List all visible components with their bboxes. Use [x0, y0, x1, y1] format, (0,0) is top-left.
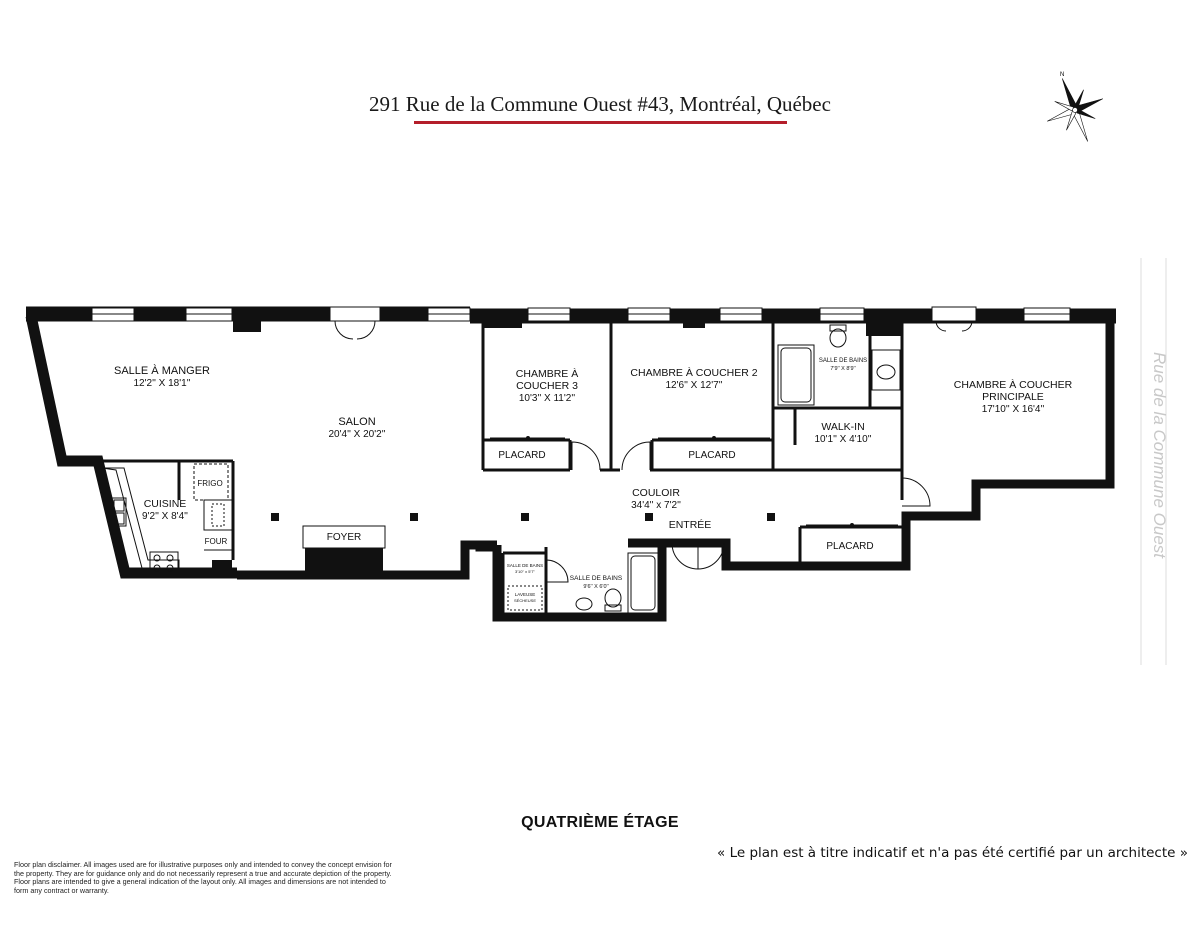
room-name-salle-de-bains-2: SALLE DE BAINS [569, 575, 623, 582]
floor-label: QUATRIÈME ÉTAGE [521, 814, 679, 831]
room-name-chambre2: CHAMBRE À COUCHER 2 [630, 367, 758, 379]
room-name-salle-d-eau: SALLE DE BAINS [506, 563, 544, 568]
room-dims-salle-d-eau: 3'10'' x 5'7'' [515, 569, 535, 574]
address-title: 291 Rue de la Commune Ouest #43, Montréal, Québec [369, 92, 831, 116]
room-dims-salle-a-manger: 12'2'' X 18'1'' [133, 378, 191, 389]
room-name-walk-in: WALK-IN [821, 421, 865, 433]
fixture-frigo: FRIGO [197, 479, 223, 488]
room-dims-walk-in: 10'1'' X 4'10'' [814, 434, 872, 445]
room-name-salle-a-manger: SALLE À MANGER [114, 365, 210, 377]
room-dims-chambre3: 10'3'' X 11'2'' [518, 393, 576, 404]
compass-north-letter: N [1060, 72, 1065, 78]
room-name-chambre-principale-line2: PRINCIPALE [982, 391, 1044, 403]
room-dims-chambre-principale: 17'10'' X 16'4'' [981, 404, 1045, 415]
room-dims-couloir: 34'4'' x 7'2'' [631, 500, 681, 511]
laundry-washer-label: LAVEUSE [514, 592, 536, 597]
closet-placard-chambre2: PLACARD [688, 450, 736, 461]
fixture-entree: ENTRÉE [668, 519, 712, 531]
room-dims-cuisine: 9'2'' X 8'4'' [142, 511, 188, 522]
room-dims-salle-de-bains-1: 7'9'' X 8'9'' [830, 366, 856, 372]
swing-doors [546, 442, 930, 582]
fixture-foyer: FOYER [326, 532, 362, 543]
closet-placard-couloir: PLACARD [826, 541, 874, 552]
disclaimer-tagline: « Le plan est à titre indicatif et n'a pas été certifié par un architecte » [717, 845, 1188, 861]
street-label: Rue de la Commune Ouest [1150, 352, 1169, 558]
room-name-chambre3-line2: COUCHER 3 [516, 380, 578, 392]
laundry-dryer-label: SÉCHEUSE [513, 598, 537, 603]
room-name-chambre3-line1: CHAMBRE À [515, 368, 579, 380]
floor-plan-disclaimer: Floor plan disclaimer. All images used are for illustrative purposes only and intended to convey the concept envision for the property. They are for guidance only and do not necessarily represent a true and accurate depiction of the property. Floor plans are intended to give a general indication of the layout only. All images and dimensions are not intended to form any contract or warranty. [14, 860, 392, 895]
room-name-couloir: COULOIR [632, 487, 680, 499]
room-dims-chambre2: 12'6'' X 12'7'' [665, 380, 723, 391]
closet-placard-chambre3: PLACARD [498, 450, 546, 461]
street-label-group [1141, 258, 1169, 665]
room-name-chambre-principale-line1: CHAMBRE À COUCHER [953, 379, 1073, 391]
fixture-four: FOUR [204, 537, 228, 546]
room-name-salon: SALON [338, 416, 376, 428]
room-dims-salle-de-bains-2: 9'6'' X 6'0'' [583, 584, 609, 590]
room-dims-salon: 20'4'' X 20'2'' [328, 429, 386, 440]
room-name-salle-de-bains-1: SALLE DE BAINS [818, 358, 868, 364]
room-name-cuisine: CUISINE [143, 498, 187, 510]
